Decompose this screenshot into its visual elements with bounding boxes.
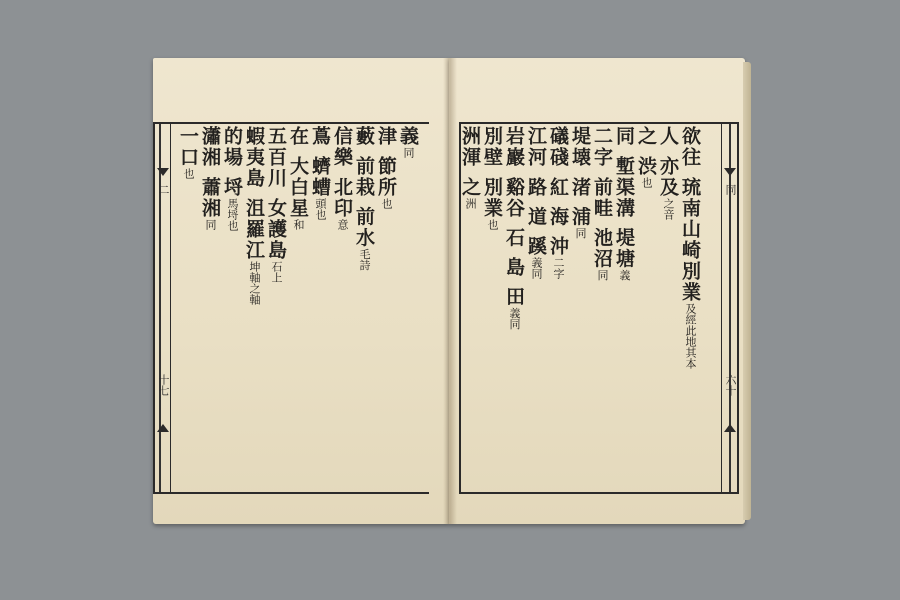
left-hashira-top: 二 [157,184,170,195]
right-page-text [455,126,701,488]
text-column: 之 渋也 [635,126,657,188]
text-column: 信樂 北印意 [331,126,353,230]
text-column: 蔦 蠐螬頭也 [309,126,331,220]
right-hashira-top: 同 [724,184,737,195]
text-column: 人 亦及之音 [657,126,679,220]
right-page-margin-column [721,122,739,494]
text-column: 欲往 琉南山崎別業及經此地其本 [679,126,701,369]
text-column: 藪 前栽 前水毛詩 [353,126,375,271]
text-column: 一口也 [177,126,199,179]
page-edge [743,62,751,520]
text-column: 蝦夷島 沮羅江坤軸之軸 [243,126,265,305]
text-column: 在 大白星和 [287,126,309,230]
text-column: 的場 埒馬埒也 [221,126,243,231]
text-column: 津 節所也 [375,126,397,209]
fish-tail-mark [157,424,169,432]
text-column: 礒碊 紅 海 沖二字 [547,126,569,279]
text-column: 堤壊 渚 浦同 [569,126,591,239]
text-column: 岩巖 谿谷 石 島 田義同 [503,126,525,330]
fish-tail-mark [157,168,169,176]
left-page-text [173,126,419,488]
text-column: 洲渾 之洲 [459,126,481,209]
text-column: 江河 路 道 蹊義同 [525,126,547,279]
text-column: 五百川 女護島石上 [265,126,287,283]
text-column: 義同 [397,126,419,158]
text-column: 瀟湘 蕭湘同 [199,126,221,230]
left-hashira-bottom: 十七 [157,374,170,396]
left-page [153,58,449,524]
text-column: 二字 前畦 池沼同 [591,126,613,281]
left-page-margin-column [153,122,171,494]
open-book [153,58,747,526]
text-column: 別壁 別業也 [481,126,503,230]
book-gutter [443,58,457,524]
fish-tail-mark [724,424,736,432]
text-column: 同 塹渠溝 堤塘義 [613,126,635,281]
right-page [449,58,745,524]
right-hashira-bottom: 六十 [724,374,737,396]
fish-tail-mark [724,168,736,176]
